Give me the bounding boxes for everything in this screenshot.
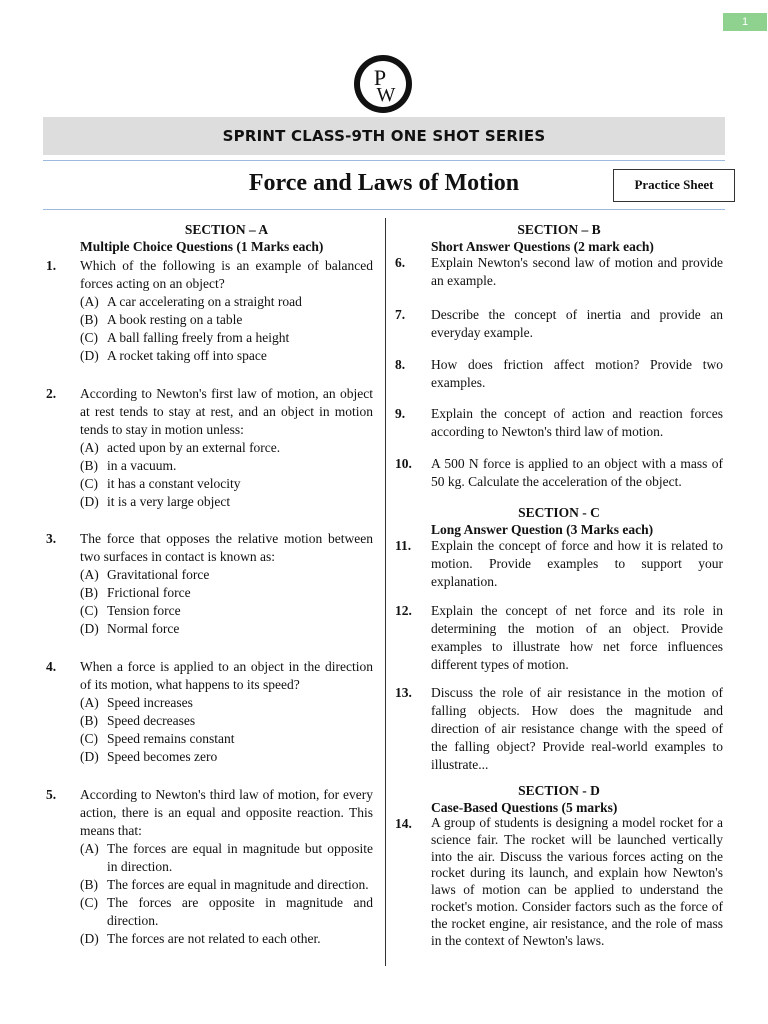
option-label: (D) bbox=[80, 621, 99, 636]
question-text: Explain the concept of action and reaction forces according to Newton's third law of motion. bbox=[431, 406, 723, 439]
option-text: The forces are equal in magnitude and direction. bbox=[107, 877, 369, 892]
question-text: A 500 N force is applied to an object with a mass of 50 kg. Calculate the acceleration of the object. bbox=[431, 456, 723, 489]
option-text: A car accelerating on a straight road bbox=[107, 294, 302, 309]
pw-logo bbox=[352, 53, 414, 115]
question-number: 13. bbox=[395, 685, 412, 700]
section-b-header bbox=[395, 221, 723, 255]
question-text: Explain the concept of force and how it is related to motion. Provide examples to support your explanation. bbox=[431, 538, 723, 589]
question-number: 11. bbox=[395, 538, 412, 553]
option-label: (A) bbox=[80, 695, 99, 710]
document-title: Force and Laws of Motion bbox=[248, 170, 520, 196]
question-text: A group of students is designing a model rocket for a science fair. The rocket will be launched vertically into the air. Discuss the various forces acting on the rocket during its launch, and explain how Newton's laws of motion can be applied to understand the rocket's motion. Consider factors such as the force of the rocket engine, air resistance, and the role of mass in the context of Newton's laws. bbox=[431, 815, 723, 948]
question-number: 7. bbox=[395, 307, 406, 322]
series-title: SPRINT CLASS-9TH ONE SHOT SERIES bbox=[222, 127, 546, 145]
section-b-subtitle: Short Answer Questions (2 mark each) bbox=[431, 239, 654, 254]
question-number: 1. bbox=[46, 258, 57, 273]
question-number: 10. bbox=[395, 456, 412, 471]
logo-letter-w: W bbox=[376, 84, 396, 106]
question-number: 3. bbox=[46, 531, 57, 546]
section-d-title: SECTION - D bbox=[518, 783, 600, 798]
option-label: (C) bbox=[80, 731, 98, 746]
question-number: 8. bbox=[395, 357, 406, 372]
option-text: The forces are equal in magnitude but opposite in direction. bbox=[107, 841, 373, 874]
option-d bbox=[80, 620, 373, 638]
question-text: Explain the concept of net force and its role in determining the motion of an object. Provide examples to illustrate how net force influences different types of motion. bbox=[431, 603, 723, 672]
option-label: (D) bbox=[80, 348, 99, 363]
section-c-title: SECTION - C bbox=[518, 505, 600, 520]
option-c bbox=[80, 329, 373, 347]
option-label: (B) bbox=[80, 713, 98, 728]
question-text: According to Newton's first law of motion, an object at rest tends to stay at rest, and an object in motion tends to stay in motion unless: bbox=[80, 386, 373, 437]
option-label: (C) bbox=[80, 476, 98, 491]
section-d-subtitle: Case-Based Questions (5 marks) bbox=[431, 800, 618, 815]
option-a bbox=[80, 293, 373, 311]
option-text: The forces are not related to each other. bbox=[107, 931, 321, 946]
question-text: The force that opposes the relative motion between two surfaces in contact is known as: bbox=[80, 531, 373, 564]
option-b bbox=[80, 584, 373, 602]
question-number: 5. bbox=[46, 787, 57, 802]
question-number: 14. bbox=[395, 816, 412, 831]
section-b-title: SECTION – B bbox=[517, 222, 601, 237]
question-text: Describe the concept of inertia and provide an everyday example. bbox=[431, 307, 723, 340]
section-c-header bbox=[395, 504, 723, 538]
option-c bbox=[80, 602, 373, 620]
question-text: How does friction affect motion? Provide two examples. bbox=[431, 357, 723, 390]
option-label: (A) bbox=[80, 841, 99, 856]
question-text: When a force is applied to an object in the direction of its motion, what happens to its speed? bbox=[80, 659, 373, 692]
option-label: (A) bbox=[80, 567, 99, 582]
question-text: Which of the following is an example of balanced forces acting on an object? bbox=[80, 258, 373, 291]
option-text: A ball falling freely from a height bbox=[107, 330, 290, 345]
option-label: (D) bbox=[80, 749, 99, 764]
series-banner bbox=[43, 117, 725, 155]
option-text: in a vacuum. bbox=[107, 458, 177, 473]
question-number: 6. bbox=[395, 255, 406, 270]
option-text: Speed remains constant bbox=[107, 731, 235, 746]
question-number: 2. bbox=[46, 386, 57, 401]
option-label: (D) bbox=[80, 494, 99, 509]
option-c bbox=[80, 730, 373, 748]
option-a bbox=[80, 694, 373, 712]
section-d-header bbox=[395, 782, 723, 816]
top-rule bbox=[43, 160, 725, 161]
option-c bbox=[80, 475, 373, 493]
option-a bbox=[80, 566, 373, 584]
option-text: acted upon by an external force. bbox=[107, 440, 281, 455]
practice-sheet-badge: Practice Sheet bbox=[613, 169, 735, 202]
option-a bbox=[80, 840, 373, 876]
option-b bbox=[80, 457, 373, 475]
question-text: According to Newton's third law of motion, for every action, there is an equal and opposite reaction. This means that: bbox=[80, 787, 373, 838]
option-b bbox=[80, 876, 373, 894]
option-label: (C) bbox=[80, 330, 98, 345]
column-divider bbox=[385, 218, 386, 966]
option-label: (B) bbox=[80, 458, 98, 473]
page-number-badge: 1 bbox=[723, 13, 767, 31]
question-text: Discuss the role of air resistance in the motion of falling objects. How does the magnitude and direction of air resistance change with the speed of the falling object? Provide real-world examples to illustrate... bbox=[431, 685, 723, 772]
option-text: Tension force bbox=[107, 603, 181, 618]
option-label: (C) bbox=[80, 895, 98, 910]
question-number: 9. bbox=[395, 406, 406, 421]
option-label: (C) bbox=[80, 603, 98, 618]
option-text: Gravitational force bbox=[107, 567, 210, 582]
title-rule bbox=[43, 209, 725, 210]
option-text: Speed becomes zero bbox=[107, 749, 218, 764]
option-b bbox=[80, 712, 373, 730]
option-text: A rocket taking off into space bbox=[107, 348, 267, 363]
option-label: (B) bbox=[80, 312, 98, 327]
option-b bbox=[80, 311, 373, 329]
option-text: it is a very large object bbox=[107, 494, 231, 509]
option-d bbox=[80, 748, 373, 766]
option-text: it has a constant velocity bbox=[107, 476, 241, 491]
question-number: 12. bbox=[395, 603, 412, 618]
option-d bbox=[80, 930, 373, 948]
option-label: (B) bbox=[80, 585, 98, 600]
option-d bbox=[80, 493, 373, 511]
option-text: Normal force bbox=[107, 621, 180, 636]
option-text: A book resting on a table bbox=[107, 312, 243, 327]
question-number: 4. bbox=[46, 659, 57, 674]
option-a bbox=[80, 439, 373, 457]
section-a-title: SECTION – A bbox=[184, 222, 269, 237]
option-label: (A) bbox=[80, 440, 99, 455]
option-text: Frictional force bbox=[107, 585, 191, 600]
logo-letter-p: P bbox=[373, 65, 387, 90]
option-text: Speed increases bbox=[107, 695, 193, 710]
option-label: (B) bbox=[80, 877, 98, 892]
section-c-subtitle: Long Answer Question (3 Marks each) bbox=[431, 522, 654, 537]
option-text: The forces are opposite in magnitude and direction. bbox=[107, 895, 373, 928]
option-text: Speed decreases bbox=[107, 713, 196, 728]
option-label: (D) bbox=[80, 931, 99, 946]
question-text: Explain Newton's second law of motion and provide an example. bbox=[431, 255, 723, 288]
option-c bbox=[80, 894, 373, 930]
option-d bbox=[80, 347, 373, 365]
option-label: (A) bbox=[80, 294, 99, 309]
section-a-header bbox=[80, 221, 373, 255]
section-a-subtitle: Multiple Choice Questions (1 Marks each) bbox=[80, 239, 324, 254]
